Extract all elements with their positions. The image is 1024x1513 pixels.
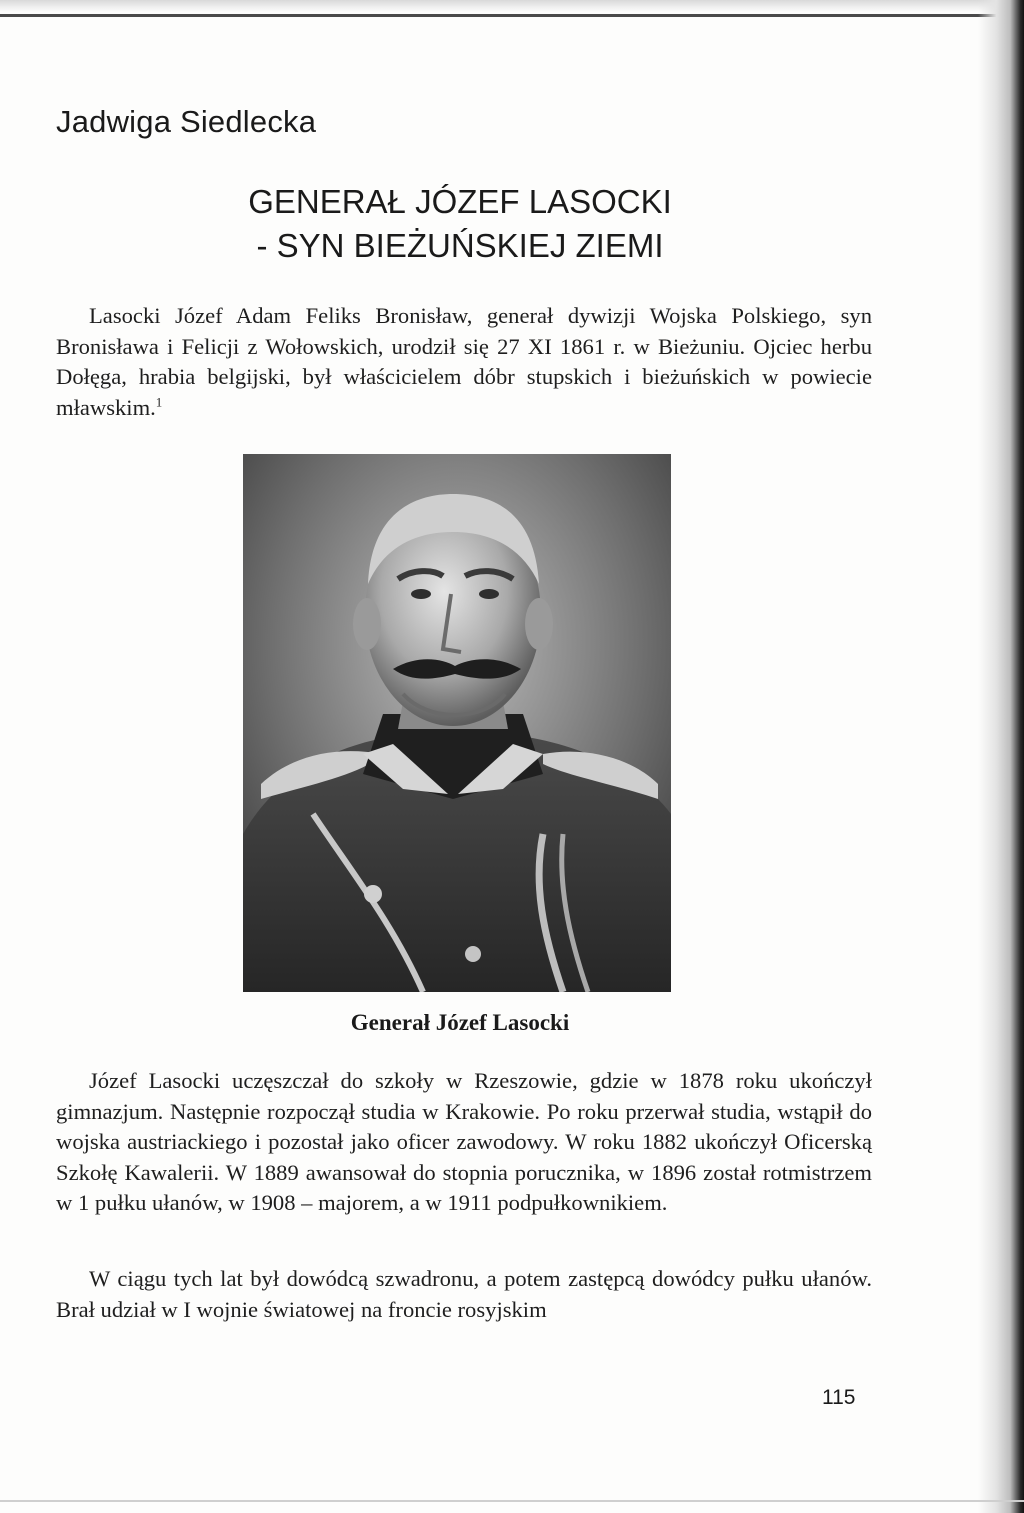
portrait-photo	[243, 454, 671, 992]
scan-bottom-line	[0, 1500, 1024, 1502]
photo-caption: Generał Józef Lasocki	[350, 1010, 570, 1035]
author-name: Jadwiga Siedlecka	[56, 104, 317, 139]
paragraph-service: W ciągu tych lat był dowódcą szwadronu, a potem zastępcą dowódcy pułku ułanów. Brał udział w I wojnie światowej na froncie rosyjskim	[56, 1266, 872, 1322]
paragraph-education: Józef Lasocki uczęszczał do szkoły w Rzeszowie, gdzie w 1878 roku ukończył gimnazjum. Następnie rozpoczął studia w Krakowie. Po roku przerwał studia, wstąpił do wojska austriackiego i pozostał jako oficer zawodowy. W roku 1882 ukończył Oficerską Szkołę Kawalerii. W 1889 awansował do stopnia porucznika, w 1896 został rotmistrzem w 1 pułku ułanów, w 1908 – majorem, a w 1911 podpułkownikiem.	[56, 1068, 872, 1215]
paragraph-intro	[56, 301, 872, 423]
article-title-line-1: GENERAŁ JÓZEF LASOCKI	[248, 183, 672, 220]
page-number: 115	[822, 1386, 856, 1409]
portrait-illustration	[243, 454, 671, 992]
scan-top-edge	[0, 0, 1024, 12]
paragraph-intro-text: Lasocki Józef Adam Feliks Bronisław, generał dywizji Wojska Polskiego, syn Bronisława i Felicji z Wołowskich, urodził się 27 XI 1861 r. w Bieżuniu. Ojciec herbu Dołęga, hrabia belgijski, był właścicielem dóbr stupskich i bieżuńskich w powiecie mławskim.	[56, 303, 872, 420]
binding-shadow	[978, 0, 1024, 1513]
footnote-marker: 1	[155, 393, 163, 409]
article-title	[160, 180, 760, 268]
scan-top-line	[0, 14, 1010, 17]
article-title-line-2: - SYN BIEŻUŃSKIEJ ZIEMI	[256, 227, 664, 264]
